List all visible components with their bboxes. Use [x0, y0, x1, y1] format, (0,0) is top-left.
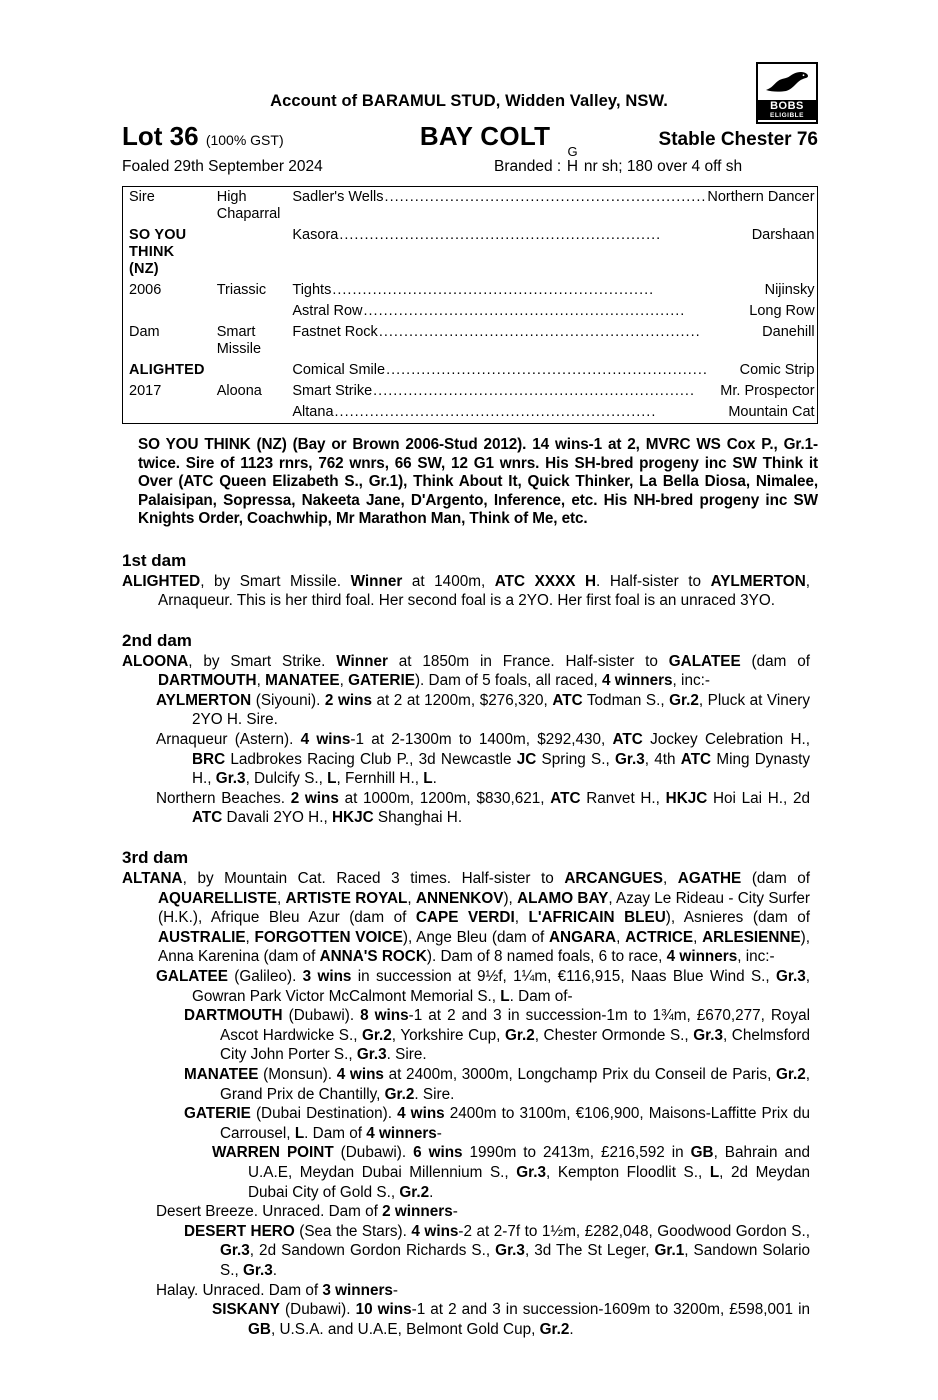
gp-row-2: [286, 225, 820, 280]
gp-right: Mountain Cat: [728, 404, 815, 420]
table-row: [123, 301, 821, 322]
bobs-wordmark: BOBS: [758, 100, 816, 112]
brand-symbol-bottom: H: [566, 158, 579, 175]
dot-leader: ................................................................: [378, 324, 701, 340]
dot-leader: ................................................................: [373, 383, 695, 399]
third-dam-heading: 3rd dam: [122, 848, 189, 868]
title-row: [122, 121, 818, 152]
brand-symbol: [566, 144, 580, 176]
list-item: Desert Breeze. Unraced. Dam of 2 winners-: [156, 1203, 458, 1221]
list-item: DESERT HERO (Sea the Stars). 4 wins-2 at 2-7f to 1½m, £282,048, Goodwood Gordon S., Gr.3, 2d Sandown Gordon Richards S., Gr.3, 3d The St Leger, Gr.1, Sandown Solario S., Gr.3.: [184, 1222, 810, 1279]
list-item: Halay. Unraced. Dam of 3 winners-: [156, 1281, 399, 1299]
table-row: [123, 381, 821, 402]
spacer-cell: [211, 225, 287, 280]
gp-right: Nijinsky: [764, 282, 815, 298]
table-row: [123, 322, 821, 360]
table-row: [123, 225, 821, 280]
list-item: GATERIE (Dubai Destination). 4 wins 2400m to 3100m, €106,900, Maisons-Laffitte Prix du Carrousel, L. Dam of 4 winners-: [184, 1105, 810, 1142]
branded-label: Branded :: [494, 158, 562, 175]
list-item: WARREN POINT (Dubawi). 6 wins 1990m to 2413m, £216,592 in GB, Bahrain and U.A.E, Meydan Dubai Millennium S., Gr.3, Kempton Floodlit S., L, 2d Meydan Dubai City of Gold S., Gr.2.: [212, 1144, 811, 1201]
table-row: [123, 402, 821, 423]
spacer-cell: [211, 402, 287, 423]
sire-dam: Triassic: [216, 282, 267, 298]
sire-year: 2006: [129, 282, 162, 298]
gp-left: Altana: [292, 404, 334, 420]
gp-right: Northern Dancer: [707, 189, 815, 205]
table-row: [123, 187, 821, 225]
second-dam-heading: 2nd dam: [122, 630, 192, 650]
dot-leader: ................................................................: [334, 404, 657, 420]
gp-row-6: [286, 360, 820, 381]
gp-right: Comic Strip: [739, 362, 815, 378]
gp-left: Comical Smile: [292, 362, 386, 378]
first-dam-heading: 1st dam: [122, 550, 187, 570]
sire-label: Sire: [129, 189, 155, 205]
dot-leader: ................................................................: [332, 282, 655, 298]
list-item: SISKANY (Dubawi). 10 wins-1 at 2 and 3 in succession-1609m to 3200m, £598,001 in GB, U.S.A. and U.A.E, Belmont Gold Cup, Gr.2.: [212, 1301, 811, 1338]
pedigree-table: [122, 186, 818, 424]
branded-rest: nr sh; 180 over 4 off sh: [583, 158, 743, 175]
gp-row-4: [286, 301, 820, 322]
gp-left: Smart Strike: [292, 383, 373, 399]
dam-dam: Aloona: [216, 383, 262, 399]
gp-left: Astral Row: [292, 303, 363, 319]
gp-row-5: [286, 322, 820, 360]
horse-icon: [764, 64, 810, 100]
sire-sire: High Chaparral: [216, 189, 281, 222]
list-item: AYLMERTON (Siyouni). 2 wins at 2 at 1200m, $276,320, ATC Todman S., Gr.2, Pluck at Vinery 2YO H. Sire.: [156, 691, 811, 729]
foaled-branded-row: [122, 144, 818, 176]
lot-number: [122, 121, 284, 152]
foaled-date: Foaled 29th September 2024: [122, 158, 323, 175]
list-item: GALATEE (Galileo). 3 wins in succession at 9½f, 1¼m, €116,915, Naas Blue Wind S., Gr.3, Gowran Park Victor McCalmont Memorial S., L. Dam of-: [156, 968, 810, 1005]
dam-name: ALIGHTED: [129, 362, 205, 378]
brand-symbol-top: G: [567, 144, 578, 159]
gp-right: Danehill: [762, 324, 815, 340]
gp-left: Tights: [292, 282, 332, 298]
gp-row-7: [286, 381, 820, 402]
spacer-cell: [123, 301, 211, 322]
gp-row-3: [286, 280, 820, 301]
list-item: Northern Beaches. 2 wins at 1000m, 1200m, $830,621, ATC Ranvet H., HKJC Hoi Lai H., 2d ATC Davali 2YO H., HKJC Shanghai H.: [156, 789, 810, 827]
dot-leader: ................................................................: [386, 362, 708, 378]
list-item: DARTMOUTH (Dubawi). 8 wins-1 at 2 and 3 in succession-1m to 1¾m, £670,277, Royal Ascot Hardwicke S., Gr.2, Yorkshire Cup, Gr.2, Chester Ormonde S., Gr.3, Chelmsford City John Porter S., Gr.3. Sire.: [184, 1007, 810, 1064]
gp-left: Fastnet Rock: [292, 324, 378, 340]
third-dam-text: ALTANA, by Mountain Cat. Raced 3 times. Half-sister to ARCANGUES, AGATHE (dam of AQUARELLISTE, ARTISTE ROYAL, ANNENKOV), ALAMO BAY, Azay Le Rideau - City Surfer (H.K.), Afrique Bleu Azur (dam of CAPE VERDI, L'AFRICAIN BLEU), Asnieres (dam of AUSTRALIE, FORGOTTEN VOICE), Ange Bleu (dam of ANGARA, ACTRICE, ARLESIENNE), Anna Karenina (dam of ANNA'S ROCK). Dam of 8 named foals, 6 to race, 4 winners, inc:-: [122, 870, 811, 966]
table-row: [123, 360, 821, 381]
table-row: [123, 280, 821, 301]
spacer-cell: [211, 301, 287, 322]
bobs-eligible-logo: [756, 62, 818, 124]
dam-sire: Smart Missile: [216, 324, 262, 357]
bobs-eligible-label: ELIGIBLE: [758, 112, 816, 120]
dot-leader: ................................................................: [363, 303, 686, 319]
dot-leader: ................................................................: [384, 189, 707, 205]
second-dam-text: ALOONA, by Smart Strike. Winner at 1850m in France. Half-sister to GALATEE (dam of DARTMOUTH, MANATEE, GATERIE). Dam of 5 foals, all raced, 4 winners, inc:-: [122, 652, 810, 690]
gp-row-1: [286, 187, 820, 225]
gp-right: Mr. Prospector: [720, 383, 815, 399]
branded-info: [494, 144, 743, 176]
gst-label: (100% GST): [205, 132, 284, 148]
spacer-cell: [123, 402, 211, 423]
gp-right: Darshaan: [751, 227, 815, 243]
stable-label: Stable Chester 76: [658, 129, 818, 150]
pedigree-notes: [122, 551, 810, 1340]
spacer-cell: [211, 360, 287, 381]
sire-name: SO YOU THINK (NZ): [129, 227, 187, 277]
dam-label: Dam: [129, 324, 160, 340]
account-line: Account of BARAMUL STUD, Widden Valley, NSW.: [270, 92, 668, 110]
list-item: MANATEE (Monsun). 4 wins at 2400m, 3000m, Longchamp Prix du Conseil de Paris, Gr.2, Grand Prix de Chantilly, Gr.2. Sire.: [184, 1065, 811, 1103]
page-title: BAY COLT: [419, 121, 551, 151]
sire-summary: SO YOU THINK (NZ) (Bay or Brown 2006-Stud 2012). 14 wins-1 at 2, MVRC WS Cox P., Gr.1-twice. Sire of 1123 rnrs, 762 wnrs, 66 SW, 12 G1 wnrs. His SH-bred progeny inc SW Think it Over (ATC Queen Elizabeth S., Gr.1), Think About It, Quick Thinker, La Bella Diosa, Nimalee, Palaisipan, Sopressa, Nakeeta Jane, D'Argento, Inference, etc. His NH-bred progeny inc SW Knights Order, Coachwhip, Mr Marathon Man, Think of Me, etc.: [138, 436, 818, 527]
gp-left: Sadler's Wells: [292, 189, 384, 205]
first-dam-text: ALIGHTED, by Smart Missile. Winner at 1400m, ATC XXXX H. Half-sister to AYLMERTON, Arnaqueur. This is her third foal. Her second foal is a 2YO. Her first foal is an unraced 3YO.: [122, 572, 811, 610]
list-item: Arnaqueur (Astern). 4 wins-1 at 2-1300m to 1400m, $292,430, ATC Jockey Celebration H., BRC Ladbrokes Racing Club P., 3d Newcastle JC Spring S., Gr.3, 4th ATC Ming Dynasty H., Gr.3, Dulcify S., L, Fernhill H., L.: [156, 731, 811, 788]
gp-row-8: [286, 402, 820, 423]
gp-right: Long Row: [749, 303, 815, 319]
lot-label: Lot 36: [122, 121, 199, 151]
dam-year: 2017: [129, 383, 162, 399]
gp-left: Kasora: [292, 227, 339, 243]
dot-leader: ................................................................: [339, 227, 662, 243]
